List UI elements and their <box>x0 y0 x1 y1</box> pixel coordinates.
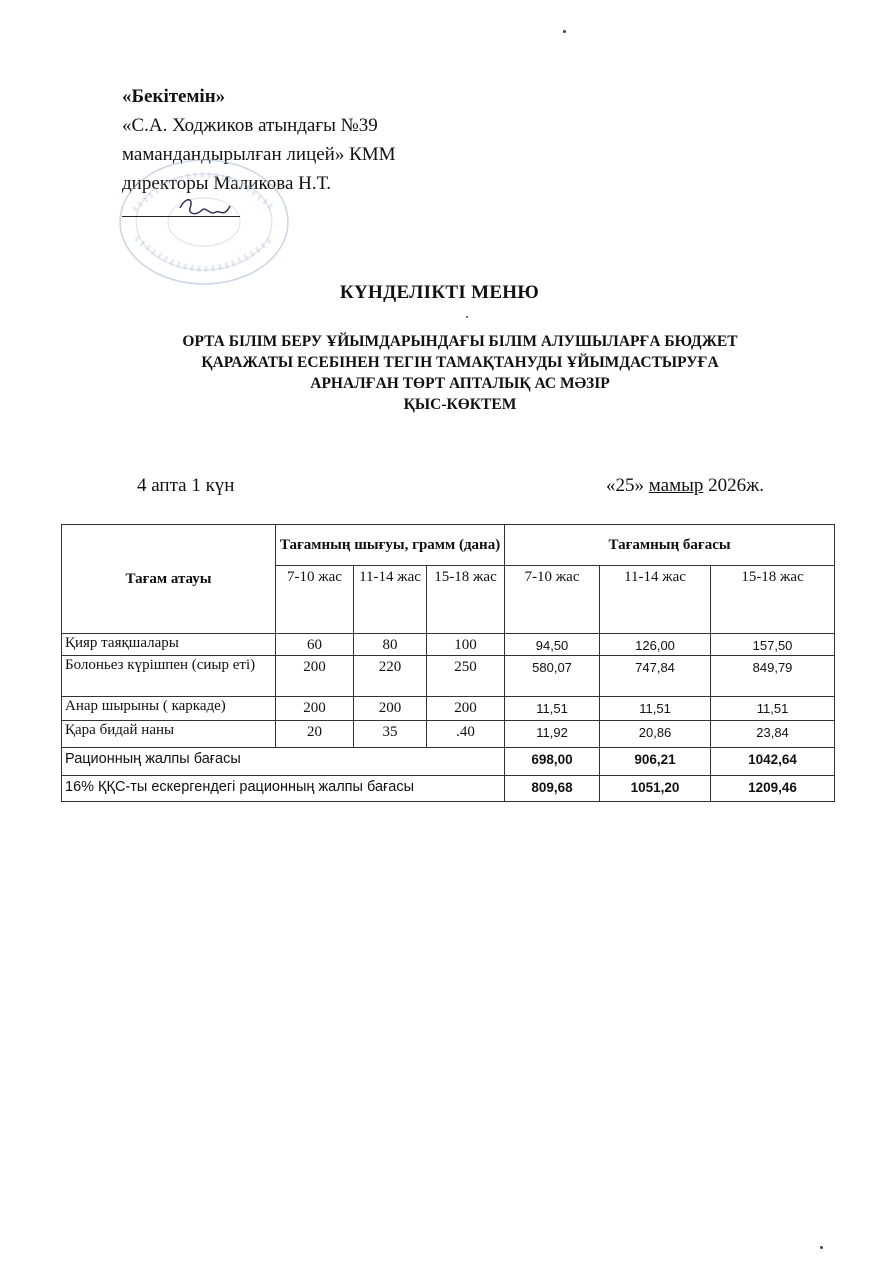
header-dish-name: Тағам атауы <box>62 525 276 634</box>
approval-line-3: директоры Маликова Н.Т. <box>122 173 332 194</box>
dish-grams-age-2: 200 <box>354 697 427 721</box>
subtitle-line-2: ҚАРАЖАТЫ ЕСЕБІНЕН ТЕГІН ТАМАҚТАНУДЫ ҰЙЫМДАСТЫРУҒА <box>201 354 719 371</box>
menu-subtitle <box>120 331 800 415</box>
dish-price-age-3: 11,51 <box>711 697 835 721</box>
table-row <box>62 656 835 697</box>
dish-grams-age-2: 220 <box>354 656 427 697</box>
dish-grams-age-2: 35 <box>354 721 427 748</box>
subtitle-line-1: ОРТА БІЛІМ БЕРУ ҰЙЫМДАРЫНДАҒЫ БІЛІМ АЛУШЫЛАРҒА БЮДЖЕТ <box>182 333 738 350</box>
table-row <box>62 634 835 656</box>
total-vat-age-1: 809,68 <box>505 776 600 802</box>
total-row <box>62 748 835 776</box>
total-vat-age-2: 1051,20 <box>600 776 711 802</box>
dish-price-age-2: 126,00 <box>600 634 711 656</box>
approval-line-1: «С.А. Ходжиков атындағы №39 <box>122 115 378 136</box>
page-title: КҮНДЕЛІКТІ МЕНЮ <box>339 282 540 303</box>
date-year: 2026ж. <box>708 475 765 496</box>
dish-price-age-2: 747,84 <box>600 656 711 697</box>
menu-table <box>61 524 835 802</box>
dish-price-age-1: 11,51 <box>505 697 600 721</box>
dish-name: Болоньез күрішпен (сиыр еті) <box>62 656 276 697</box>
header-price-age-3: 15-18 жас <box>711 566 835 634</box>
header-price-age-2: 11-14 жас <box>600 566 711 634</box>
dish-grams-age-3: 200 <box>427 697 505 721</box>
dish-price-age-1: 94,50 <box>505 634 600 656</box>
week-day-label: 4 апта 1 күн <box>137 475 235 496</box>
dish-grams-age-1: 200 <box>276 697 354 721</box>
header-price-age-1: 7-10 жас <box>505 566 600 634</box>
dish-grams-age-1: 20 <box>276 721 354 748</box>
dish-grams-age-1: 60 <box>276 634 354 656</box>
dish-grams-age-1: 200 <box>276 656 354 697</box>
table-row <box>62 721 835 748</box>
dish-price-age-3: 849,79 <box>711 656 835 697</box>
table-row <box>62 697 835 721</box>
scan-speck <box>466 316 468 318</box>
dish-name: Қара бидай наны <box>62 721 276 748</box>
dish-name: Қияр таяқшалары <box>62 634 276 656</box>
signature-line <box>122 216 240 217</box>
date-month: мамыр <box>648 475 704 496</box>
header-output-age-3: 15-18 жас <box>427 566 505 634</box>
subtitle-line-3: АРНАЛҒАН ТӨРТ АПТАЛЫҚ АС МӘЗІР <box>310 375 610 392</box>
total-vat-label: 16% ҚҚС-ты ескергендегі рационның жалпы бағасы <box>62 776 505 802</box>
total-age-2: 906,21 <box>600 748 711 776</box>
header-output-age-1: 7-10 жас <box>276 566 354 634</box>
dish-price-age-3: 157,50 <box>711 634 835 656</box>
menu-date <box>606 475 764 497</box>
dish-name: Анар шырыны ( каркаде) <box>62 697 276 721</box>
approval-heading: «Бекітемін» <box>122 86 226 107</box>
approval-line-2: мамандандырылған лицей» КММ <box>122 144 396 165</box>
dish-price-age-2: 20,86 <box>600 721 711 748</box>
subtitle-line-4: ҚЫС-КӨКТЕМ <box>403 396 517 413</box>
dish-grams-age-2: 80 <box>354 634 427 656</box>
dish-price-age-1: 580,07 <box>505 656 600 697</box>
scan-speck <box>563 30 566 33</box>
total-label: Рационның жалпы бағасы <box>62 748 505 776</box>
dish-price-age-1: 11,92 <box>505 721 600 748</box>
header-price-group: Тағамның бағасы <box>505 525 835 566</box>
date-day: «25» <box>606 475 644 496</box>
scan-speck <box>820 1246 823 1249</box>
total-age-1: 698,00 <box>505 748 600 776</box>
header-output-age-2: 11-14 жас <box>354 566 427 634</box>
dish-price-age-2: 11,51 <box>600 697 711 721</box>
header-output-group: Тағамның шығуы, грамм (дана) <box>276 525 505 566</box>
total-vat-age-3: 1209,46 <box>711 776 835 802</box>
dish-grams-age-3: .40 <box>427 721 505 748</box>
total-age-3: 1042,64 <box>711 748 835 776</box>
total-vat-row <box>62 776 835 802</box>
dish-grams-age-3: 250 <box>427 656 505 697</box>
dish-grams-age-3: 100 <box>427 634 505 656</box>
dish-price-age-3: 23,84 <box>711 721 835 748</box>
director-signature <box>176 194 236 224</box>
